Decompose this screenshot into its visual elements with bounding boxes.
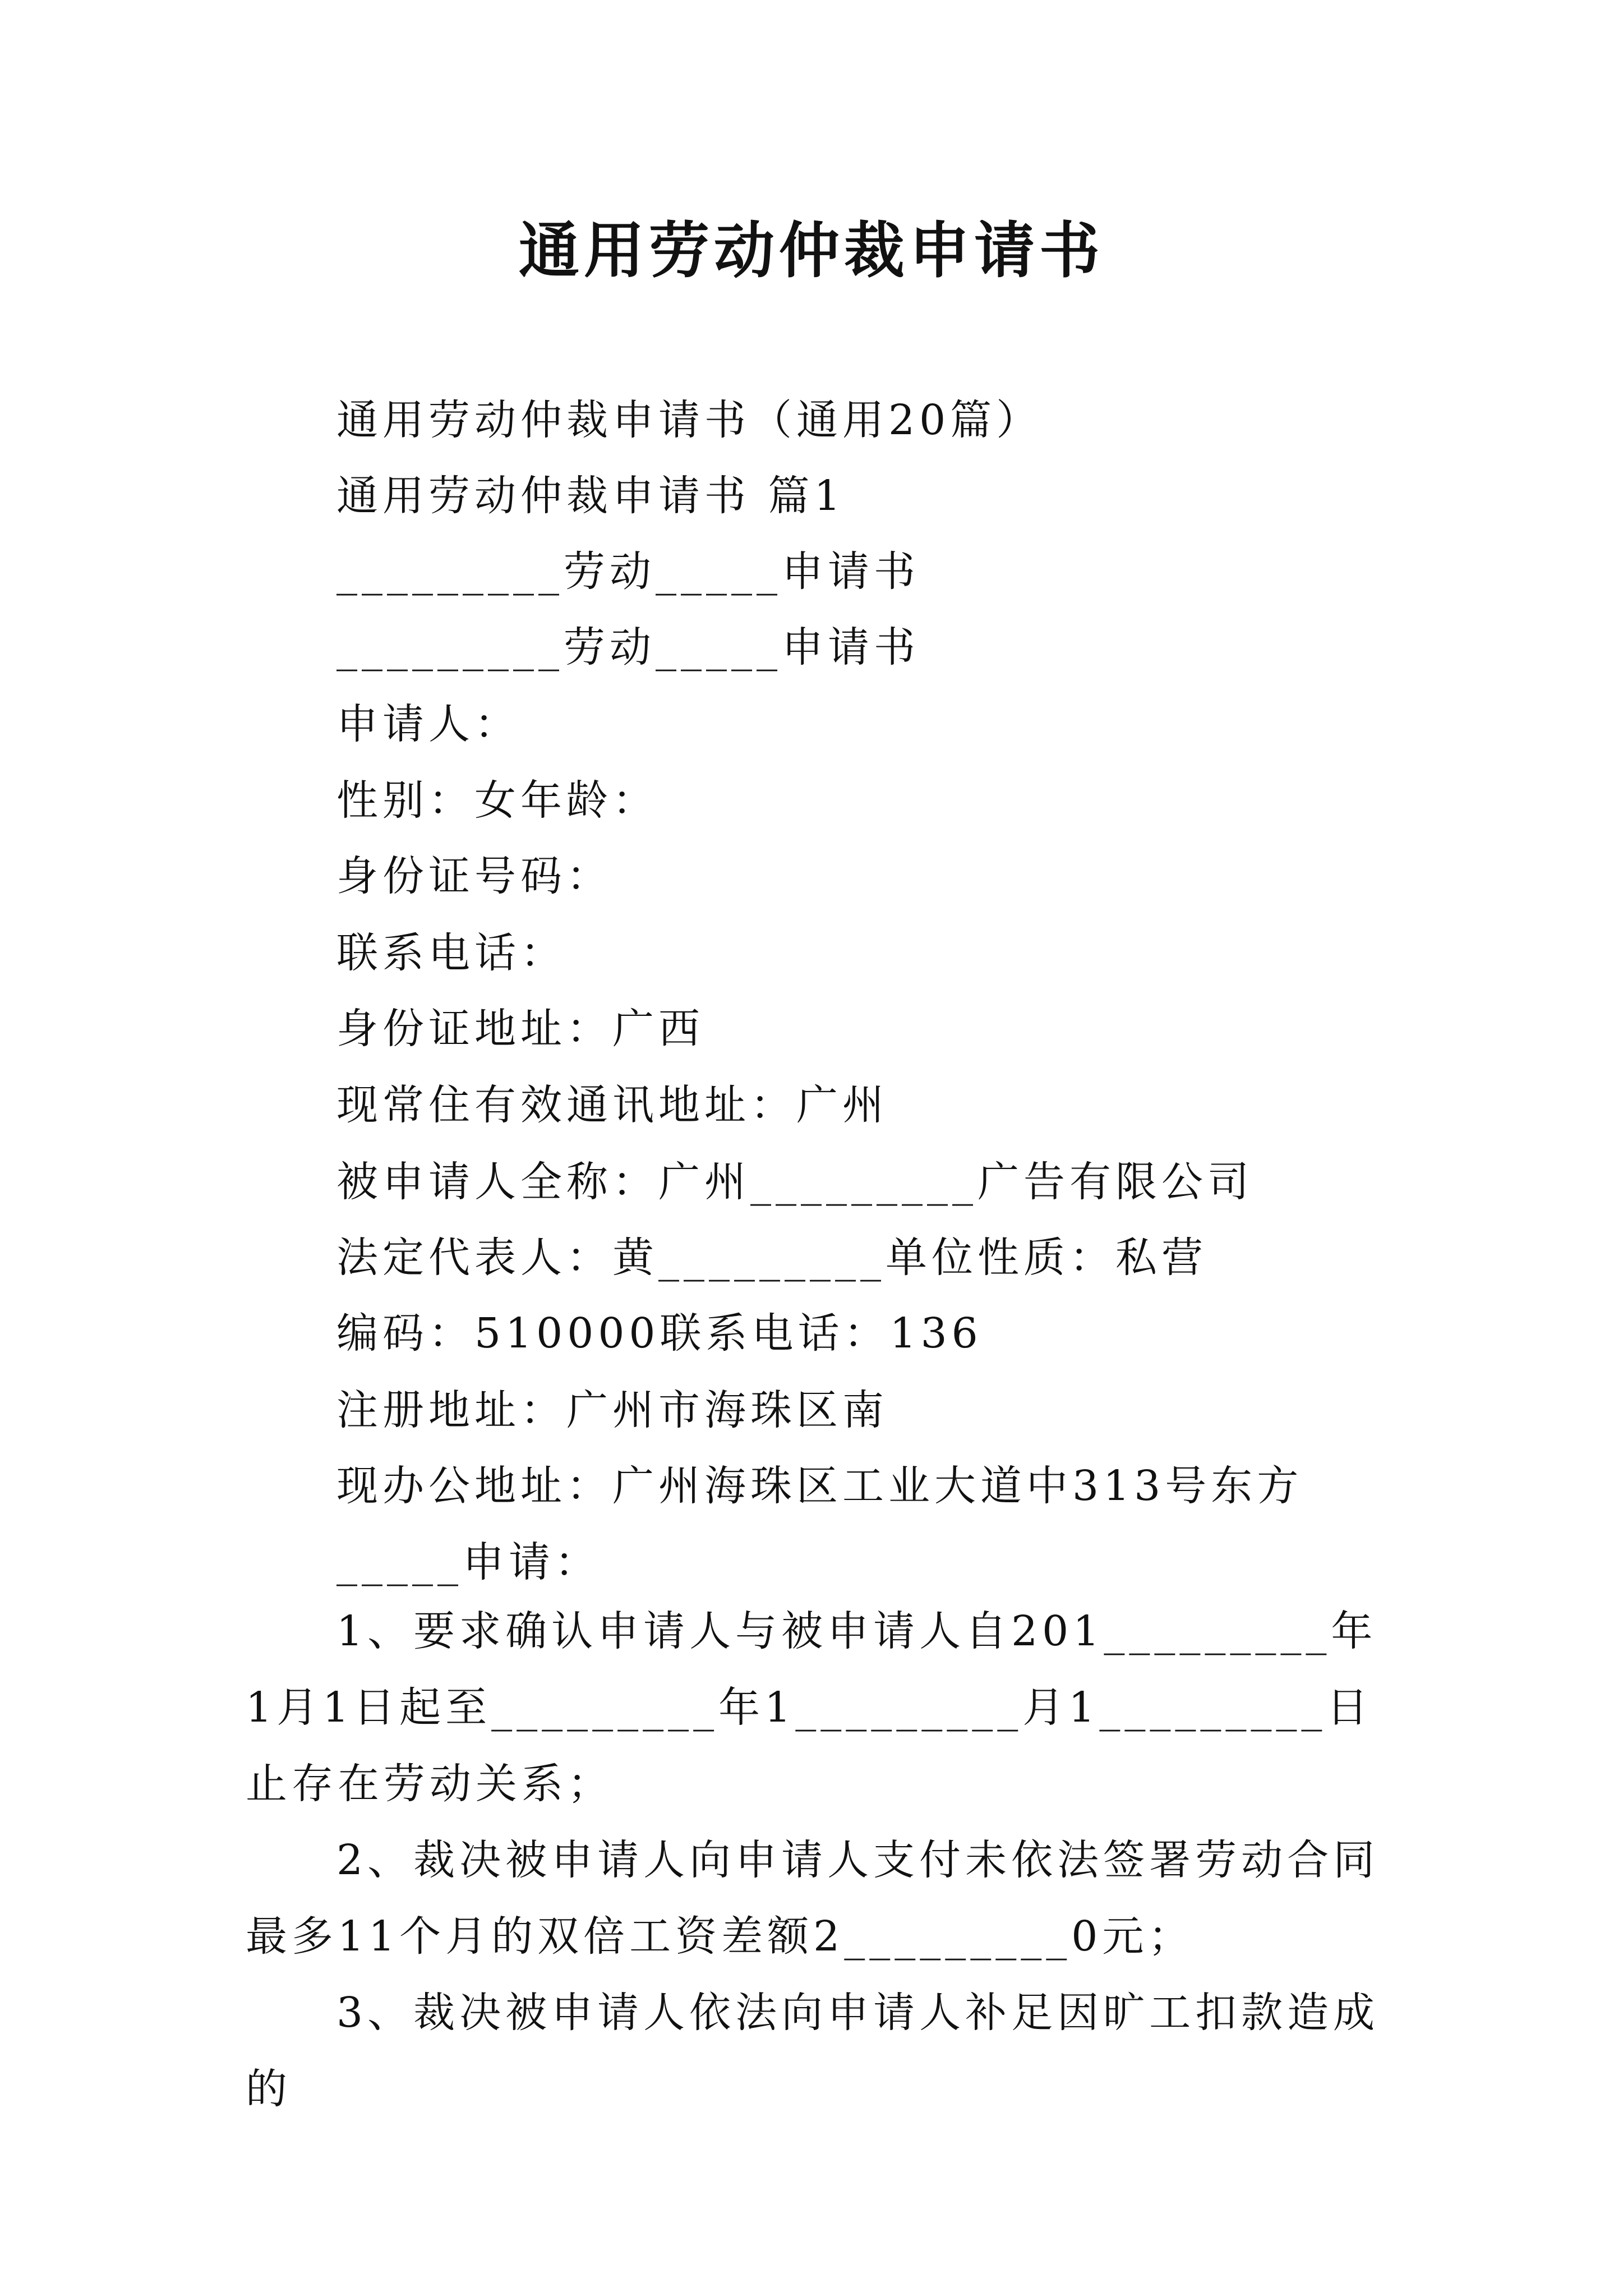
form-line: 身份证号码： [336, 852, 612, 900]
section-heading: 通用劳动仲裁申请书 篇1 [336, 472, 845, 520]
form-line: 身份证地址：广西 [336, 1005, 704, 1053]
form-line: _________劳动_____申请书 [336, 623, 920, 671]
form-line: 性别：女年龄： [336, 776, 658, 825]
form-line: 联系电话： [336, 929, 566, 977]
form-line: _____申请： [336, 1538, 601, 1586]
form-line: 编码：510000联系电话：136 [336, 1309, 983, 1358]
form-line: 法定代表人：黄_________单位性质：私营 [336, 1234, 1207, 1282]
form-line: 注册地址：广州市海珠区南 [336, 1386, 888, 1434]
form-line: 现常住有效通讯地址：广州 [336, 1081, 888, 1129]
subtitle-line: 通用劳动仲裁申请书（通用20篇） [336, 396, 1043, 444]
request-item-3: 3、裁决被申请人依法向申请人补足因旷工扣款造成的 [246, 1989, 1380, 2113]
form-line: 被申请人全称：广州_________广告有限公司 [336, 1158, 1253, 1206]
request-item-2: 2、裁决被申请人向申请人支付未依法签署劳动合同最多11个月的双倍工资差额2_________0元； [246, 1836, 1380, 1961]
request-item-1: 1、要求确认申请人与被申请人自201_________年1月1日起至_________年1_________月1_________日止存在劳动关系； [246, 1607, 1377, 1808]
form-line: _________劳动_____申请书 [336, 547, 920, 596]
document-title: 通用劳动仲裁申请书 [518, 215, 1104, 286]
form-line: 申请人： [336, 700, 520, 748]
form-line: 现办公地址：广州海珠区工业大道中313号东方 [336, 1462, 1303, 1510]
